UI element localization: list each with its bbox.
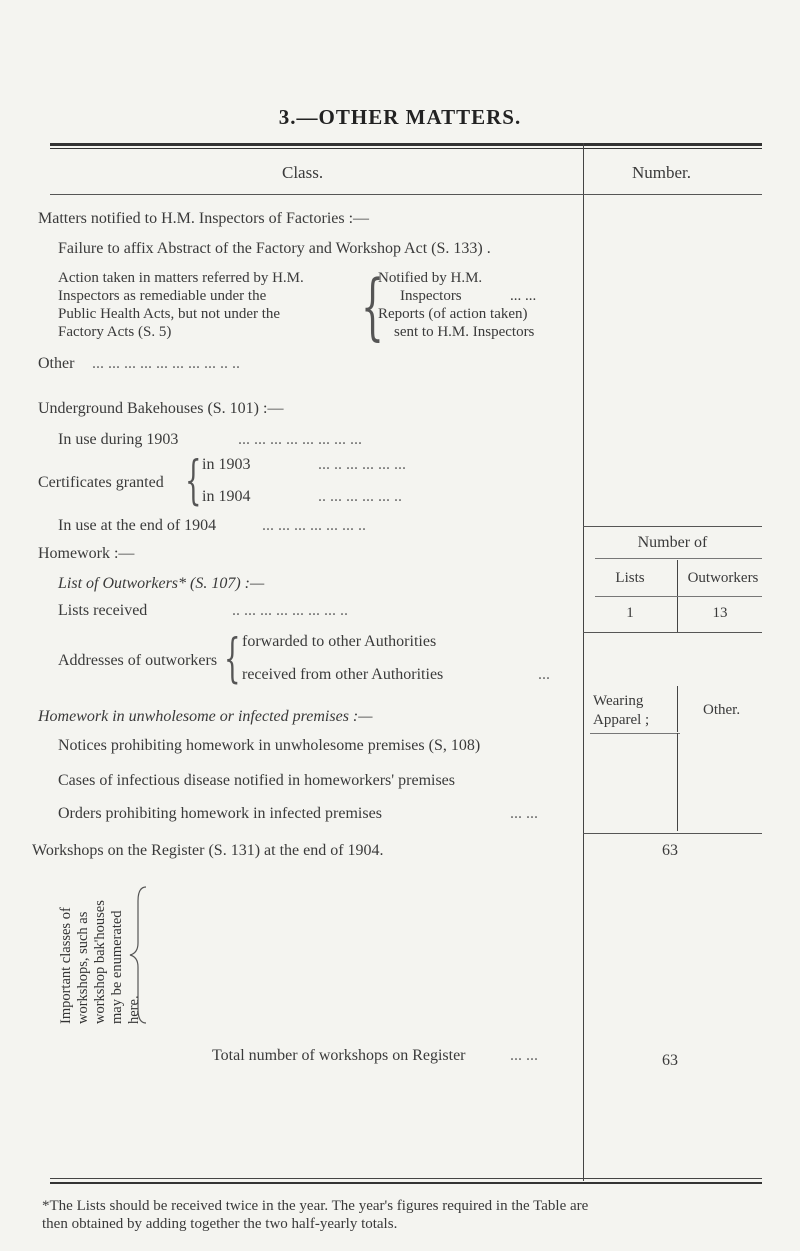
notified-dots: ... ... — [510, 288, 537, 304]
lists-received: Lists received — [58, 602, 148, 619]
workshops-value-top: 63 — [662, 842, 678, 859]
failure-abstract: Failure to affix Abstract of the Factory and Workshop Act (S. 133) . — [58, 240, 491, 257]
in-use-1903: In use during 1903 — [58, 431, 179, 448]
column-divider — [583, 143, 584, 1181]
action-line-4: Factory Acts (S. 5) — [58, 324, 172, 340]
number-of-label: Number of — [637, 534, 708, 551]
wearing-col-divider — [677, 733, 678, 831]
total-value: 63 — [662, 1052, 678, 1069]
footnote-line-1: *The Lists should be received twice in the year. The year's figures required in the Table are — [42, 1198, 589, 1214]
action-line-1: Action taken in matters referred by H.M. — [58, 270, 304, 286]
action-line-3: Public Health Acts, but not under the — [58, 306, 281, 322]
addresses-label: Addresses of outworkers — [58, 652, 218, 669]
cert-1903-dots: ... .. ... ... ... ... — [318, 456, 406, 473]
action-line-2: Inspectors as remediable under the — [58, 288, 267, 304]
orders-dots: ... ... — [510, 805, 538, 822]
certificates-label: Certificates granted — [38, 474, 164, 491]
lists-header-rule — [595, 596, 762, 597]
in-use-end-dots: ... ... ... ... ... ... .. — [262, 517, 366, 534]
bottom-rule-thin — [50, 1178, 762, 1179]
homework-heading: Homework :— — [38, 545, 135, 562]
lists-value: 1 — [626, 605, 634, 621]
col-outworkers: Outworkers — [687, 570, 759, 586]
section2-heading: Underground Bakehouses (S. 101) :— — [38, 400, 284, 417]
footnote-line-2: then obtained by adding together the two half-yearly totals. — [42, 1216, 398, 1232]
wearing-col-divider-head — [677, 686, 678, 732]
reports-line-2: sent to H.M. Inspectors — [394, 324, 535, 340]
workshops-heading: Workshops on the Register (S. 131) at the end of 1904. — [32, 842, 384, 859]
header-number: Number. — [632, 163, 692, 182]
received-dots: ... — [538, 666, 550, 683]
top-rule-thin — [50, 148, 762, 149]
in-use-dots: ... ... ... ... ... ... ... ... — [238, 431, 362, 448]
unwholesome-heading: Homework in unwholesome or infected premises :— — [38, 708, 373, 725]
reports-line-1: Reports (of action taken) — [378, 306, 528, 322]
bottom-rule-thick — [50, 1182, 762, 1184]
cases-infectious: Cases of infectious disease notified in homeworkers' premises — [58, 772, 456, 789]
rotated-line-1: Important classes of — [58, 907, 74, 1024]
action-brace: { — [361, 264, 384, 348]
notified-line-2: Inspectors — [400, 288, 462, 304]
cert-1904: in 1904 — [202, 488, 251, 505]
outworkers-table-top — [583, 526, 762, 527]
addresses-brace: { — [224, 629, 241, 689]
received-label: received from other Authorities — [242, 666, 444, 683]
number-of-rule — [595, 558, 762, 559]
rotated-line-4: may be enumerated — [109, 910, 125, 1024]
certificates-brace: { — [185, 451, 202, 511]
other-dots: ... ... ... ... ... ... ... ... .. .. — [92, 355, 240, 372]
cert-1904-dots: .. ... ... ... ... .. — [318, 488, 402, 505]
forwarded-label: forwarded to other Authorities — [242, 633, 437, 650]
col-lists: Lists — [615, 570, 645, 586]
top-rule-thick — [50, 143, 762, 146]
rotated-line-2: workshops, such as — [75, 911, 91, 1024]
other-label: Other — [38, 355, 75, 372]
lists-received-dots: .. ... ... ... ... ... ... .. — [232, 602, 348, 619]
col-other: Other. — [703, 702, 741, 718]
notified-line-1: Notified by H.M. — [378, 270, 483, 286]
lists-bottom-rule — [583, 632, 762, 633]
section1-heading: Matters notified to H.M. Inspectors of Factories :— — [38, 210, 370, 227]
outworkers-value: 13 — [712, 605, 728, 621]
notices-prohibiting: Notices prohibiting homework in unwholesome premises (S, 108) — [58, 737, 481, 754]
list-of-outworkers: List of Outworkers* (S. 107) :— — [58, 575, 265, 592]
workshop-classes-brace — [128, 885, 150, 1025]
page-title: 3.—OTHER MATTERS. — [278, 105, 522, 129]
header-rule — [50, 194, 762, 195]
cert-1903: in 1903 — [202, 456, 251, 473]
in-use-end-1904: In use at the end of 1904 — [58, 517, 217, 534]
unwholesome-bottom-rule — [583, 833, 762, 834]
total-dots: ... ... — [510, 1047, 538, 1064]
rotated-line-3: workshop bak'houses — [92, 900, 108, 1024]
orders-prohibiting: Orders prohibiting homework in infected premises — [58, 805, 382, 822]
rotated-line-5: here. — [126, 995, 142, 1024]
header-class: Class. — [282, 163, 324, 182]
total-workshops: Total number of workshops on Register — [212, 1047, 466, 1064]
col-wearing-1: Wearing Apparel ; — [593, 693, 650, 728]
wearing-header-rule — [590, 733, 680, 734]
